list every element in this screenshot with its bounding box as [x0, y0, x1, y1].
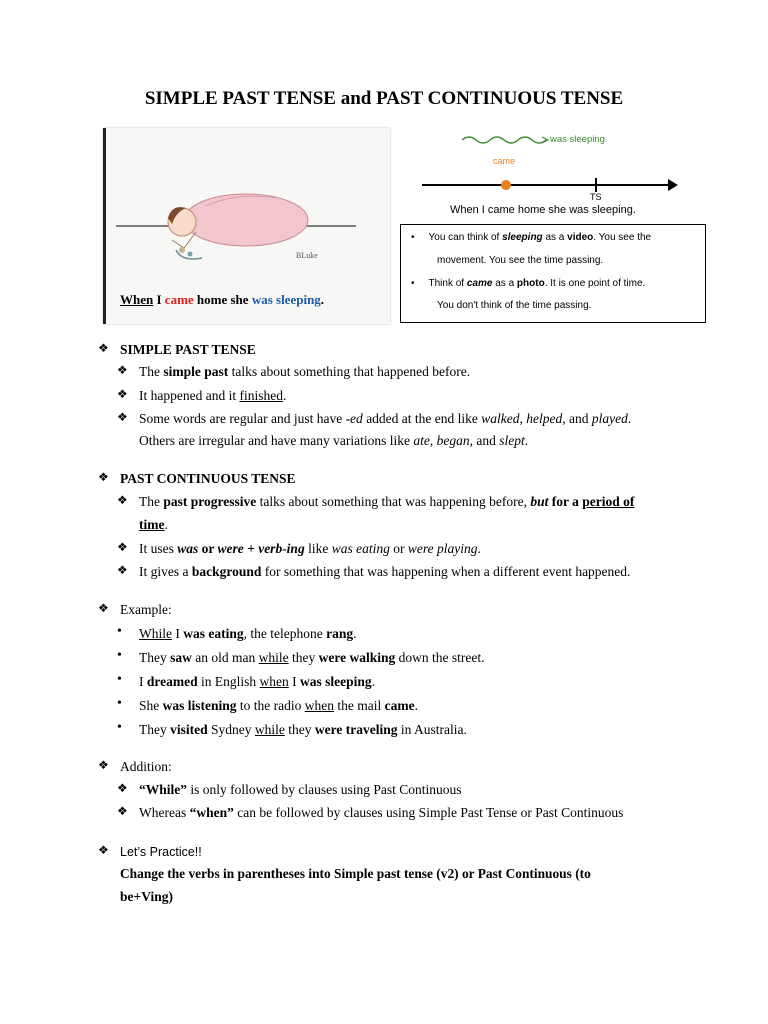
practice-instruction-line-2: be+Ving): [120, 889, 173, 904]
caption-home-she: home she: [196, 292, 249, 307]
round-bullet: •: [117, 672, 122, 687]
diamond-bullet: ❖: [98, 470, 109, 484]
caption-period: .: [320, 292, 325, 307]
note-1-line-2: movement. You see the time passing.: [437, 255, 604, 266]
diamond-bullet: ❖: [98, 843, 109, 857]
simple-past-heading: SIMPLE PAST TENSE: [120, 342, 256, 357]
past-continuous-heading: PAST CONTINUOUS TENSE: [120, 471, 296, 486]
diamond-bullet: ❖: [117, 363, 128, 377]
diamond-bullet: ❖: [117, 387, 128, 401]
diamond-bullet: ❖: [117, 410, 128, 424]
note-2-line-1: • Think of came as a photo. It is one point of time.: [411, 278, 646, 289]
example-4: She was listening to the radio when the mail came.: [139, 698, 418, 713]
notes-box: [400, 224, 706, 323]
past-continuous-item-2: It uses was or were + verb-ing like was eating or were playing.: [139, 541, 481, 556]
page-title: SIMPLE PAST TENSE and PAST CONTINUOUS TENSE: [144, 88, 624, 109]
round-bullet: •: [117, 648, 122, 663]
round-bullet: •: [117, 696, 122, 711]
example-2: They saw an old man while they were walking down the street.: [139, 650, 485, 665]
came-label: came: [493, 156, 516, 166]
diamond-bullet: ❖: [117, 781, 128, 795]
diamond-bullet: ❖: [117, 804, 128, 818]
diamond-bullet: ❖: [98, 341, 109, 355]
example-heading: Example:: [120, 602, 172, 617]
diamond-bullet: ❖: [117, 540, 128, 554]
diamond-bullet: ❖: [98, 758, 109, 772]
note-1-sleeping: sleeping: [502, 232, 543, 243]
practice-instruction-line-1: Change the verbs in parentheses into Simple past tense (v2) or Past Continuous (to: [120, 866, 591, 881]
diamond-bullet: ❖: [117, 563, 128, 577]
example-3: I dreamed in English when I was sleeping.: [139, 674, 376, 689]
timeline-sentence: When I came home she was sleeping.: [450, 204, 636, 216]
caption-was-sleeping: was sleeping: [251, 292, 321, 307]
example-1: While I was eating, the telephone rang.: [139, 626, 357, 641]
simple-past-item-2: It happened and it finished.: [139, 388, 287, 403]
past-continuous-item-1-continued: time.: [139, 517, 168, 532]
svg-text:BLuke: BLuke: [296, 251, 318, 260]
note-2-line-2: You don't think of the time passing.: [437, 300, 592, 311]
simple-past-item-1: The simple past talks about something that happened before.: [139, 364, 471, 379]
round-bullet: •: [117, 720, 122, 735]
ts-label: TS: [590, 192, 602, 202]
example-5: They visited Sydney while they were traveling in Australia.: [139, 722, 467, 737]
came-point: [501, 180, 511, 190]
note-bullet: •: [411, 232, 415, 243]
addition-item-1: “While” is only followed by clauses using Past Continuous: [139, 782, 462, 797]
wave-label: was sleeping: [550, 134, 605, 145]
caption-came: came: [164, 292, 194, 307]
diamond-bullet: ❖: [98, 601, 109, 615]
past-continuous-item-1: The past progressive talks about something that was happening before, but for a period of: [139, 494, 635, 509]
note-1-line-1: • You can think of sleeping as a video. You see the: [411, 232, 652, 243]
note-2-came: came: [466, 278, 493, 289]
illustration-image: [103, 128, 390, 324]
timeline-diagram: [412, 126, 704, 222]
note-1-video: video: [567, 232, 594, 243]
addition-item-2: Whereas “when” can be followed by clauses using Simple Past Tense or Past Continuous: [139, 805, 624, 820]
addition-heading: Addition:: [120, 759, 172, 774]
note-2-photo: photo: [516, 278, 545, 289]
diamond-bullet: ❖: [117, 493, 128, 507]
caption-i: I: [156, 292, 162, 307]
wave-line: [462, 137, 546, 143]
simple-past-item-3: Some words are regular and just have -ed added at the end like walked, helped, and played.: [139, 411, 632, 426]
note-bullet: •: [411, 278, 415, 289]
simple-past-item-3-continued: Others are irregular and have many variations like ate, began, and slept.: [139, 433, 529, 448]
caption-when: When: [120, 292, 154, 307]
round-bullet: •: [117, 624, 122, 639]
practice-heading: Let’s Practice!!: [120, 845, 202, 859]
illustration-caption: [120, 292, 324, 308]
past-continuous-item-3: It gives a background for something that was happening when a different event happened.: [139, 564, 631, 579]
